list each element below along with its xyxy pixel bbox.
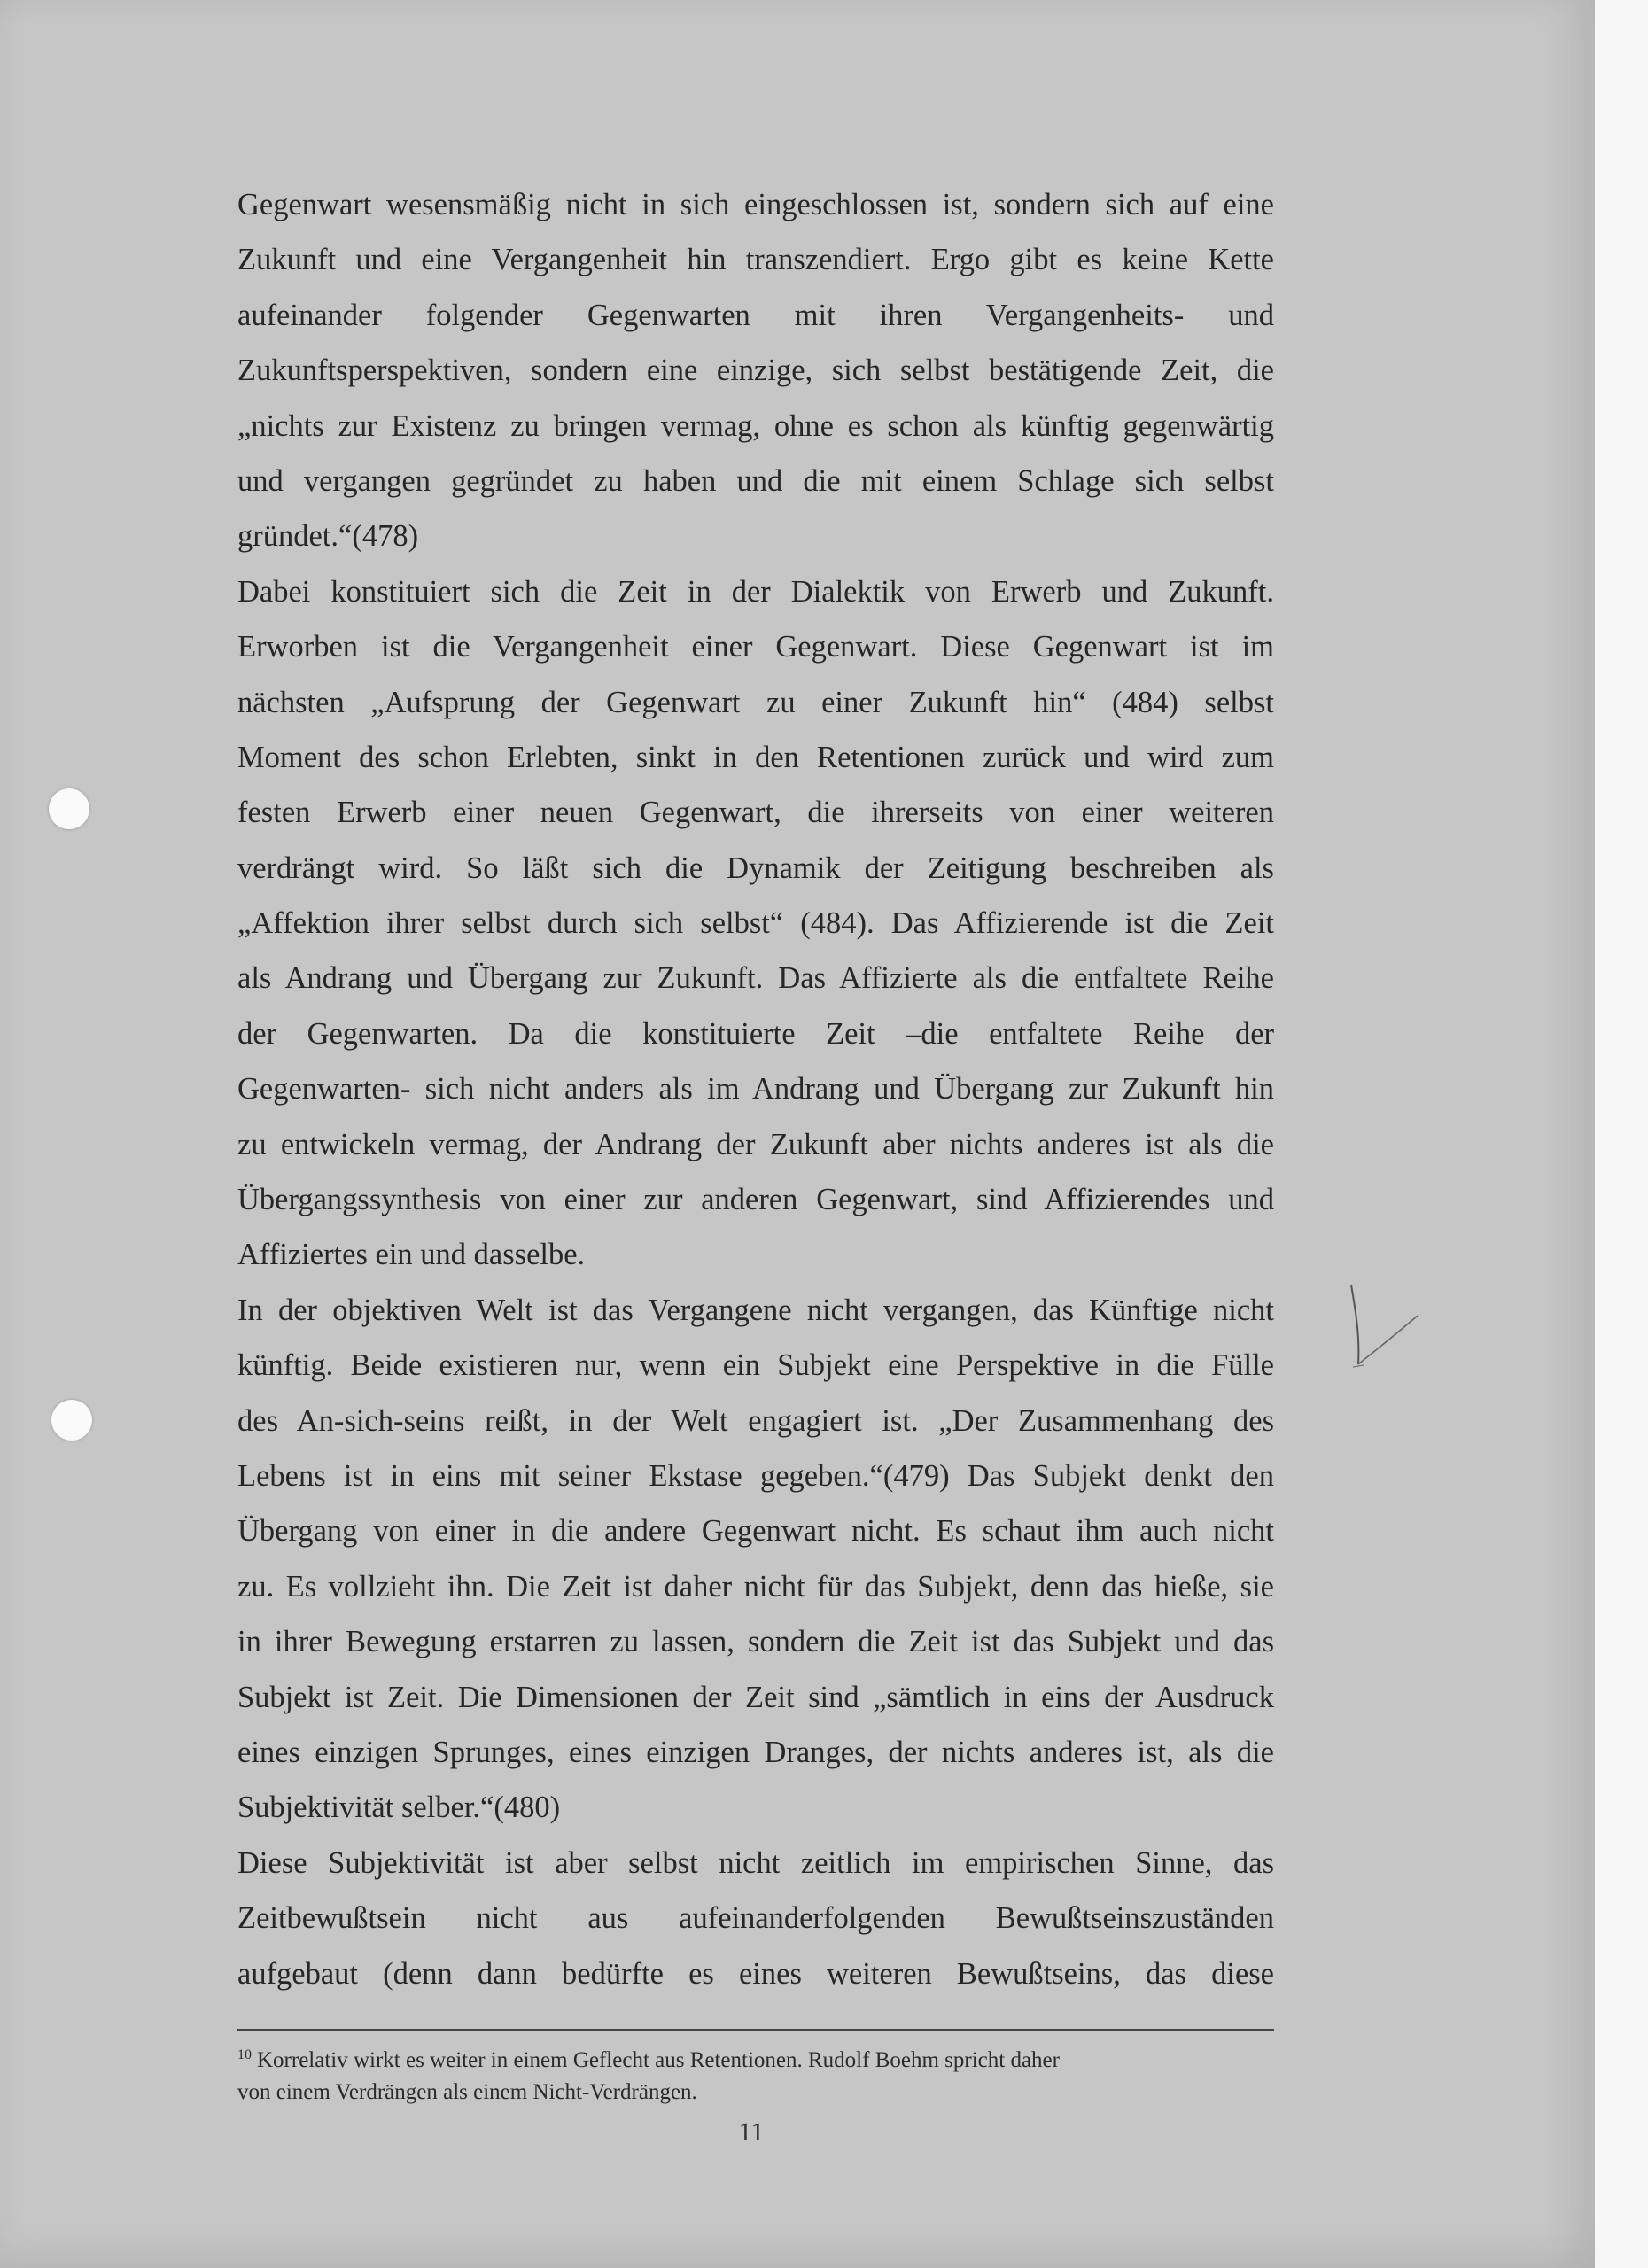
text-line: Dabei konstituiert sich die Zeit in der Dialektik von Erwerb und Zukunft. [237, 574, 1274, 609]
text-line: gründet.“(478) [237, 519, 419, 554]
footnote-line-2: von einem Verdrängen als einem Nicht-Verdrängen. [237, 2080, 697, 2104]
footnote-line-1 [237, 2045, 1274, 2077]
text-line: Diese Subjektivität ist aber selbst nicht zeitlich im empirischen Sinne, das [237, 1845, 1274, 1880]
text-line: Zukunft und eine Vergangenheit hin transzendiert. Ergo gibt es keine Kette [237, 243, 1274, 277]
text-line: nächsten „Aufsprung der Gegenwart zu einer Zukunft hin“ (484) selbst [237, 685, 1274, 719]
footnote-separator [237, 2029, 1274, 2031]
text-line: festen Erwerb einer neuen Gegenwart, die ihrerseits von einer weiteren [237, 796, 1274, 830]
text-line: Subjektivität selber.“(480) [237, 1790, 561, 1825]
text-line: Moment des schon Erlebten, sinkt in den Retentionen zurück und wird zum [237, 740, 1274, 774]
text-line: Erworben ist die Vergangenheit einer Gegenwart. Diese Gegenwart ist im [237, 630, 1274, 664]
text-line: zu entwickeln vermag, der Andrang der Zukunft aber nichts anderes ist als die [237, 1127, 1274, 1161]
text-line: In der objektiven Welt ist das Vergangene nicht vergangen, das Künftige nicht [237, 1293, 1274, 1327]
text-line: Übergang von einer in die andere Gegenwart nicht. Es schaut ihm auch nicht [237, 1514, 1274, 1549]
text-line: Zukunftsperspektiven, sondern eine einzige, sich selbst bestätigende Zeit, die [237, 353, 1274, 388]
text-line: aufeinander folgender Gegenwarten mit ihren Vergangenheits- und [237, 298, 1274, 332]
body-text [237, 177, 1274, 2001]
text-line: eines einzigen Sprunges, eines einzigen Dranges, der nichts anderes ist, als die [237, 1735, 1274, 1769]
text-line: Subjekt ist Zeit. Die Dimensionen der Zeit sind „sämtlich in eins der Ausdruck [237, 1680, 1274, 1714]
text-line: aufgebaut (denn dann bedürfte es eines weiteren Bewußtseins, das diese [237, 1956, 1274, 1991]
footnote [237, 2045, 1274, 2109]
text-line: zu. Es vollzieht ihn. Die Zeit ist daher nicht für das Subjekt, denn das hieße, sie [237, 1569, 1274, 1604]
text-line: des An-sich-seins reißt, in der Welt engagiert ist. „Der Zusammenhang des [237, 1403, 1274, 1438]
text-line: Übergangssynthesis von einer zur anderen Gegenwart, sind Affizierendes und [237, 1183, 1274, 1217]
punch-hole-bottom [51, 1400, 92, 1441]
text-line: in ihrer Bewegung erstarren zu lassen, sondern die Zeit ist das Subjekt und das [237, 1625, 1274, 1659]
text-line: als Andrang und Übergang zur Zukunft. Das Affizierte als die entfaltete Reihe [237, 961, 1274, 996]
footnote-text-1: Korrelativ wirkt es weiter in einem Geflecht aus Retentionen. Rudolf Boehm spricht daher [257, 2048, 1060, 2072]
text-line: Lebens ist in eins mit seiner Ekstase gegeben.“(479) Das Subjekt denkt den [237, 1458, 1274, 1493]
text-line: Gegenwarten- sich nicht anders als im Andrang und Übergang zur Zukunft hin [237, 1072, 1274, 1107]
text-line: der Gegenwarten. Da die konstituierte Zeit –die entfaltete Reihe der [237, 1016, 1274, 1051]
pencil-check-mark [1333, 1280, 1431, 1378]
text-line: „nichts zur Existenz zu bringen vermag, ohne es schon als künftig gegenwärtig [237, 408, 1274, 443]
scan-margin [1595, 0, 1648, 2268]
text-line: Affiziertes ein und dasselbe. [237, 1238, 586, 1272]
text-line: und vergangen gegründet zu haben und die mit einem Schlage sich selbst [237, 463, 1274, 498]
page-number: 11 [738, 2117, 765, 2147]
text-line: „Affektion ihrer selbst durch sich selbst“ (484). Das Affizierende ist die Zeit [237, 906, 1274, 941]
punch-hole-top [49, 788, 89, 829]
text-line: Zeitbewußtsein nicht aus aufeinanderfolgenden Bewußtseinszuständen [237, 1901, 1274, 1936]
text-line: Gegenwart wesensmäßig nicht in sich eingeschlossen ist, sondern sich auf eine [237, 188, 1274, 221]
footnote-marker: 10 [237, 2047, 252, 2062]
text-line: künftig. Beide existieren nur, wenn ein Subjekt eine Perspektive in die Fülle [237, 1348, 1274, 1383]
text-line: verdrängt wird. So läßt sich die Dynamik der Zeitigung beschreiben als [237, 850, 1274, 885]
